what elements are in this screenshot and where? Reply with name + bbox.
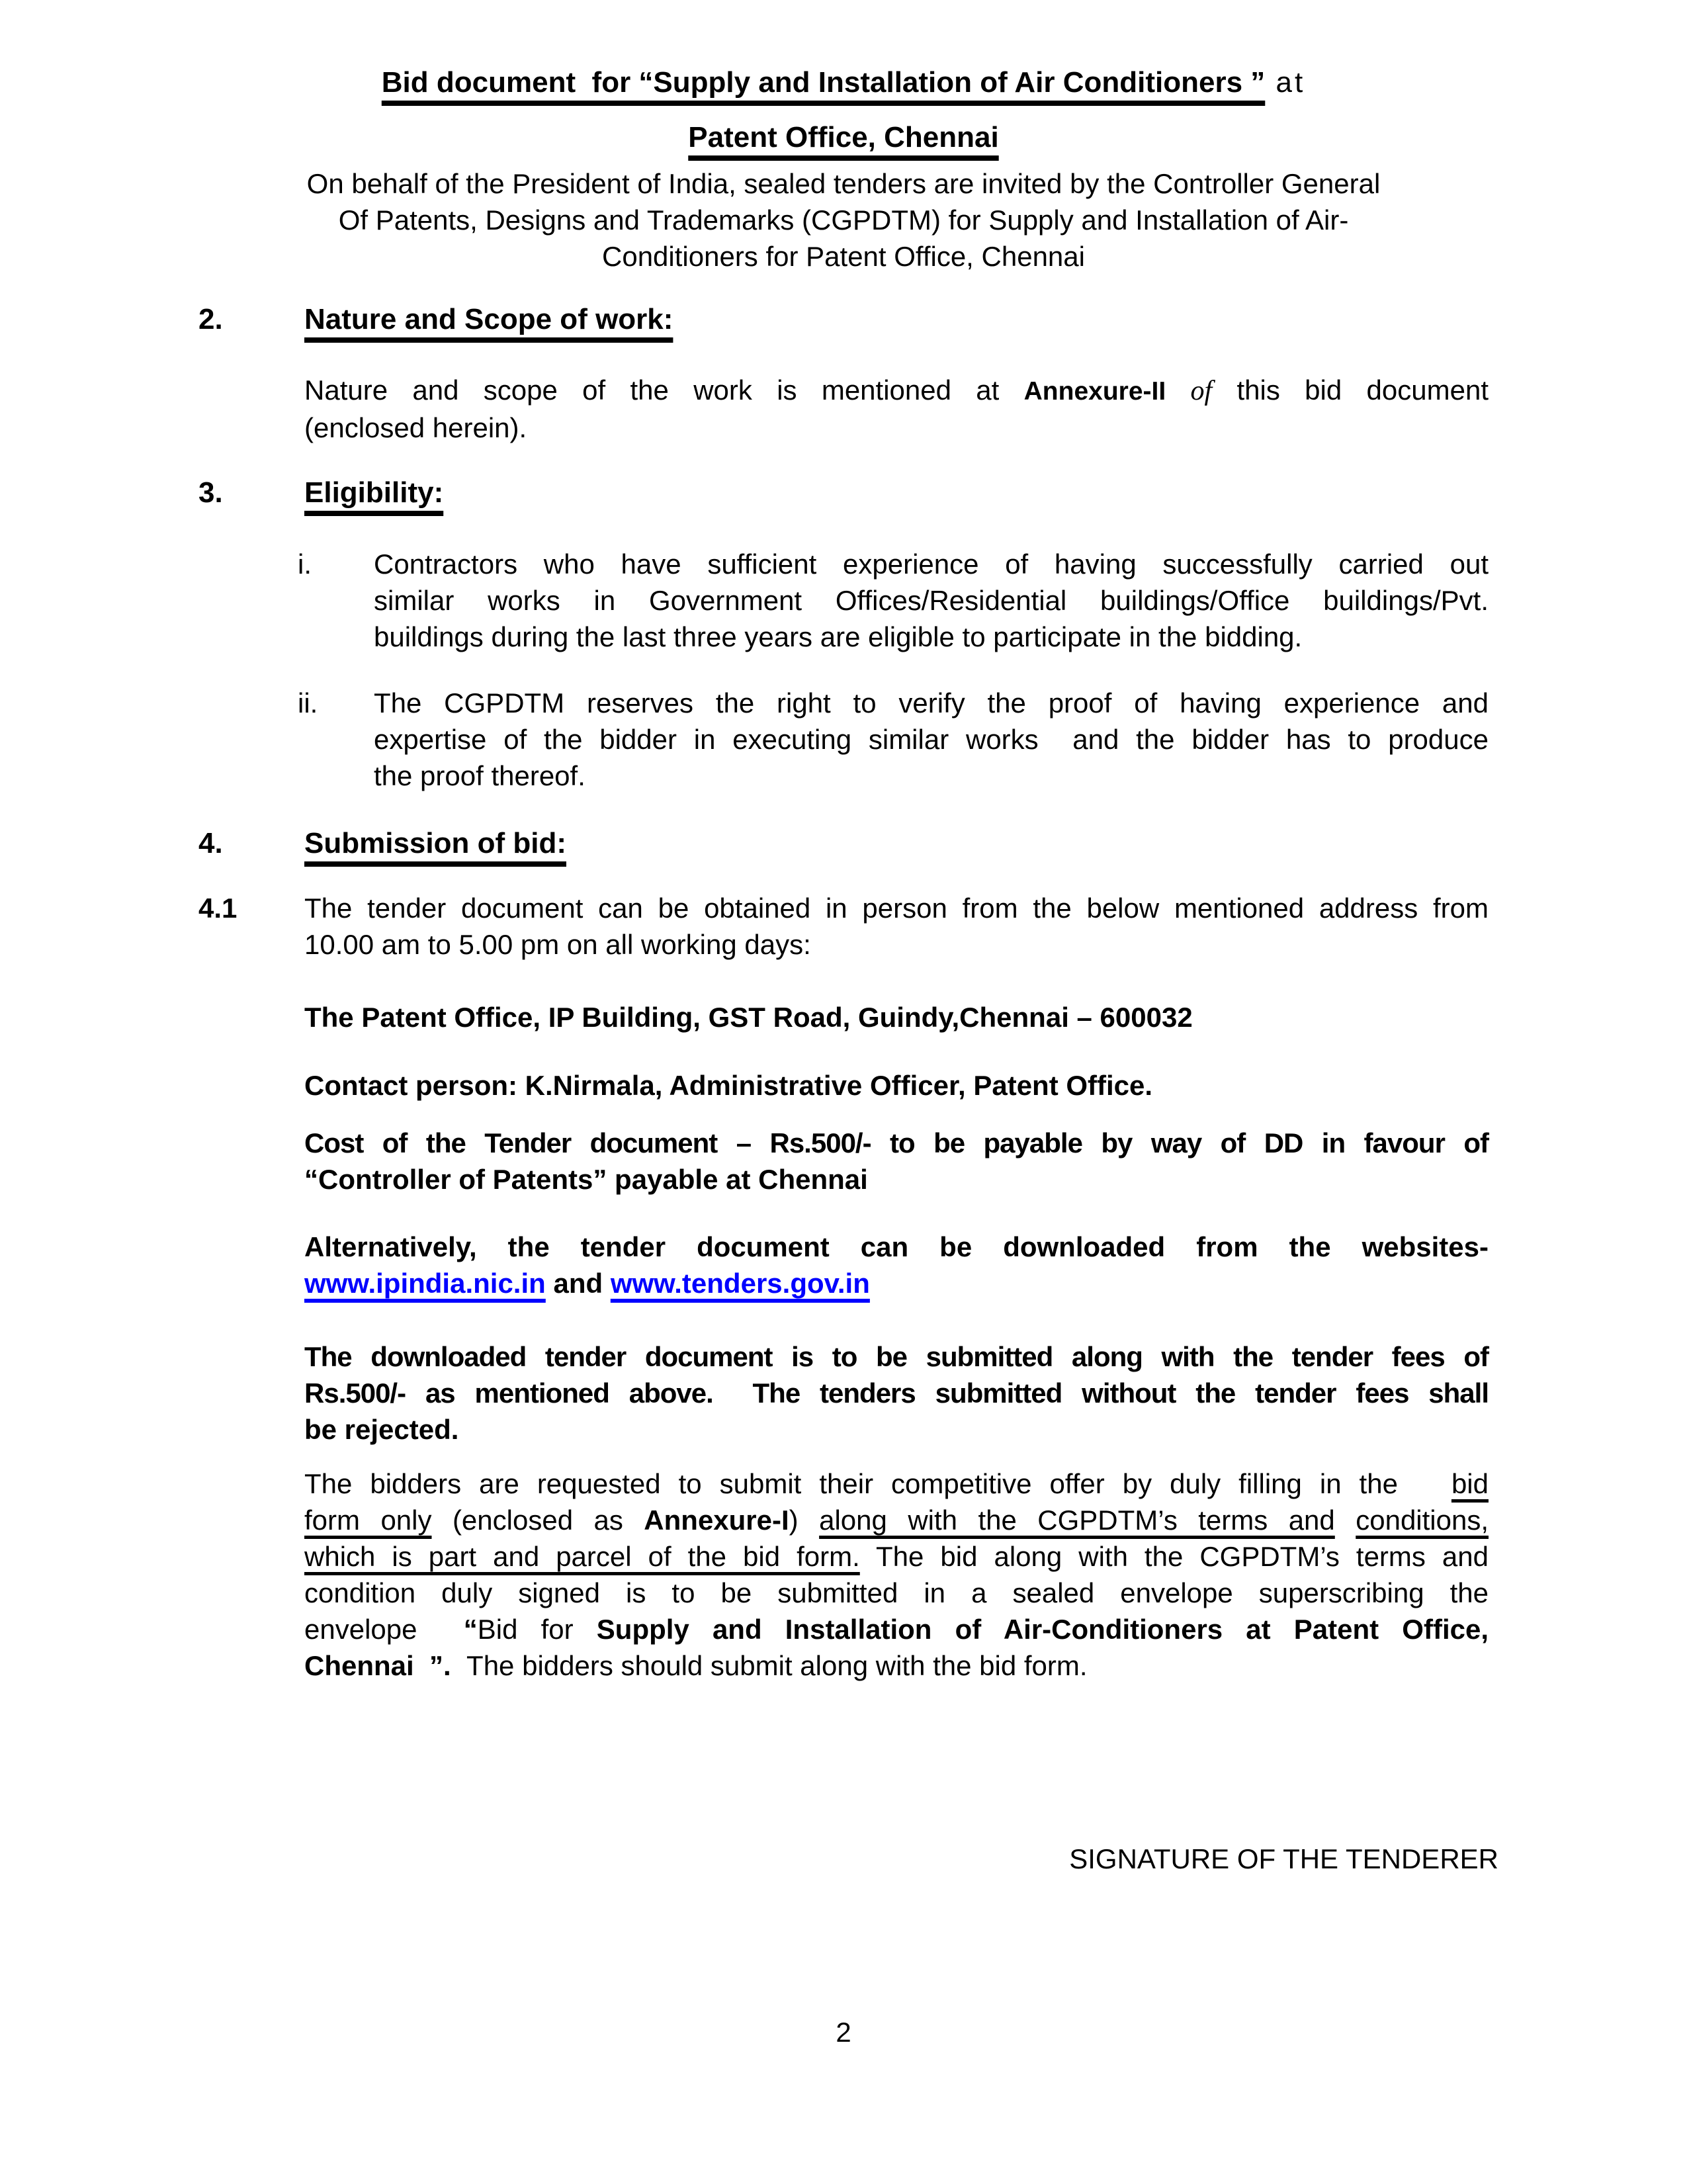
- bidders-l3-underlined: which is part and parcel of the bid form.: [304, 1541, 860, 1572]
- downloaded-line-1: The downloaded tender document is to be submitted along with the tender fees of: [304, 1341, 1489, 1372]
- section-4-heading-row: [0, 827, 1687, 867]
- title-tail-text: at: [1265, 66, 1306, 99]
- link-ipindia[interactable]: www.ipindia.nic.in: [304, 1268, 546, 1299]
- websites-line-2: [304, 1265, 1489, 1301]
- item-2-line-3: the proof thereof.: [374, 760, 585, 791]
- item-1-line-2: similar works in Government Offices/Residential buildings/Office buildings/Pvt.: [374, 585, 1489, 616]
- bidders-line-2: [304, 1502, 1489, 1538]
- clause-4-1-line-1: The tender document can be obtained in person from the below mentioned address from: [304, 893, 1489, 924]
- bidders-line-1: [304, 1465, 1489, 1502]
- document-title: [0, 63, 1687, 103]
- scope-seg-e: this bid document: [1212, 374, 1489, 406]
- section-4-heading: Submission of bid:: [304, 827, 566, 859]
- intro-line-1: On behalf of the President of India, sealed tenders are invited by the Controller General: [306, 168, 1381, 199]
- scope-seg-of: of: [1190, 376, 1213, 406]
- clause-4-1-number: 4.1: [198, 893, 238, 924]
- bidders-line-3: [304, 1538, 1489, 1575]
- download-websites-paragraph: [304, 1229, 1489, 1301]
- subtitle-text: Patent Office, Chennai: [688, 121, 999, 153]
- bidders-l6-text: The bidders should submit along with the bid form.: [451, 1650, 1088, 1681]
- websites-and-text: and: [545, 1268, 611, 1299]
- section-4-number: 4.: [198, 827, 223, 859]
- clause-4-1-paragraph: [304, 890, 1489, 963]
- intro-line-2: Of Patents, Designs and Trademarks (CGPDTM) for Supply and Installation of Air-: [338, 204, 1349, 236]
- section-2-number: 2.: [198, 303, 223, 335]
- office-address: The Patent Office, IP Building, GST Road, Guindy,Chennai – 600032: [304, 1002, 1193, 1033]
- downloaded-tender-paragraph: [304, 1338, 1489, 1448]
- eligibility-item-2: [374, 685, 1489, 794]
- link-tenders-gov[interactable]: www.tenders.gov.in: [610, 1268, 870, 1299]
- bidders-l6-quote: ”.: [429, 1650, 451, 1681]
- item-2-line-2: expertise of the bidder in executing similar works and the bidder has to produce: [374, 724, 1489, 755]
- scope-seg-a: Nature and scope of the work is mentioned at: [304, 374, 1024, 406]
- scope-line-2: (enclosed herein).: [304, 412, 527, 443]
- tender-cost-line-1: Cost of the Tender document – Rs.500/- to be payable by way of DD in favour of: [304, 1127, 1489, 1158]
- annexure-1-ref: Annexure-I: [644, 1505, 789, 1536]
- tender-cost-paragraph: [304, 1125, 1489, 1198]
- scope-seg-c: [1166, 374, 1190, 406]
- bidders-l5-bold: Supply and Installation of Air-Conditioners at Patent Office,: [596, 1614, 1489, 1645]
- bidders-paragraph: [304, 1465, 1489, 1684]
- bidders-l5-bid-for: Bid for: [477, 1614, 597, 1645]
- bidders-l2-terms: along with the CGPDTM’s terms and: [819, 1505, 1335, 1536]
- contact-person: Contact person: K.Nirmala, Administrative Officer, Patent Office.: [304, 1070, 1153, 1101]
- bidders-l2-enclosed: (enclosed as: [431, 1505, 644, 1536]
- bidders-l3-text: The bid along with the CGPDTM’s terms and: [859, 1541, 1489, 1572]
- section-3-number: 3.: [198, 476, 223, 509]
- page-number: 2: [836, 2017, 851, 2048]
- bidders-l2-space: [1335, 1505, 1356, 1536]
- scope-line-1: [304, 372, 1489, 410]
- item-1-line-1: Contractors who have sufficient experience of having successfully carried out: [374, 548, 1489, 580]
- scope-paragraph: [304, 372, 1489, 446]
- intro-line-3: Conditioners for Patent Office, Chennai: [602, 241, 1085, 272]
- bidders-l5-quote: “: [463, 1614, 478, 1645]
- bidders-line-4: condition duly signed is to be submitted in a sealed envelope superscribing the: [304, 1577, 1489, 1608]
- bidders-l5-envelope: envelope: [304, 1614, 464, 1645]
- section-2-heading-row: [0, 303, 1687, 343]
- bidders-line-6: [304, 1647, 1489, 1684]
- bidders-line-5: [304, 1611, 1489, 1647]
- annexure-2-ref: Annexure-II: [1023, 377, 1166, 406]
- section-3-heading-row: [0, 476, 1687, 516]
- bidders-l6-chennai: Chennai: [304, 1650, 430, 1681]
- bidders-l1-text: The bidders are requested to submit their competitive offer by duly filling in the: [304, 1468, 1451, 1499]
- clause-4-1-line-2: 10.00 am to 5.00 pm on all working days:: [304, 929, 811, 960]
- signature-line: SIGNATURE OF THE TENDERER: [1069, 1843, 1498, 1874]
- tender-cost-line-2: “Controller of Patents” payable at Chennai: [304, 1164, 868, 1195]
- bidders-l2-paren: ): [789, 1505, 820, 1536]
- intro-paragraph: [0, 165, 1687, 275]
- bidders-l1-underlined: bid: [1451, 1468, 1489, 1499]
- section-3-heading: Eligibility:: [304, 476, 444, 509]
- eligibility-item-1: [374, 546, 1489, 655]
- downloaded-line-2: Rs.500/- as mentioned above. The tenders submitted without the tender fees shall: [304, 1377, 1489, 1409]
- downloaded-line-3: be rejected.: [304, 1414, 459, 1445]
- bidders-l2-form-only: form only: [304, 1505, 432, 1536]
- item-2-line-1: The CGPDTM reserves the right to verify the proof of having experience and: [374, 687, 1489, 719]
- title-underlined-text: Bid document for “Supply and Installation of Air Conditioners ”: [381, 66, 1266, 99]
- item-1-line-3: buildings during the last three years are eligible to participate in the bidding.: [374, 621, 1303, 652]
- eligibility-item-1-marker: i.: [298, 548, 312, 580]
- document-subtitle: [0, 118, 1687, 157]
- bidders-l2-conditions: conditions,: [1356, 1505, 1489, 1536]
- section-2-heading: Nature and Scope of work:: [304, 303, 673, 335]
- websites-line-1: Alternatively, the tender document can be downloaded from the websites-: [304, 1231, 1489, 1262]
- eligibility-item-2-marker: ii.: [298, 687, 318, 719]
